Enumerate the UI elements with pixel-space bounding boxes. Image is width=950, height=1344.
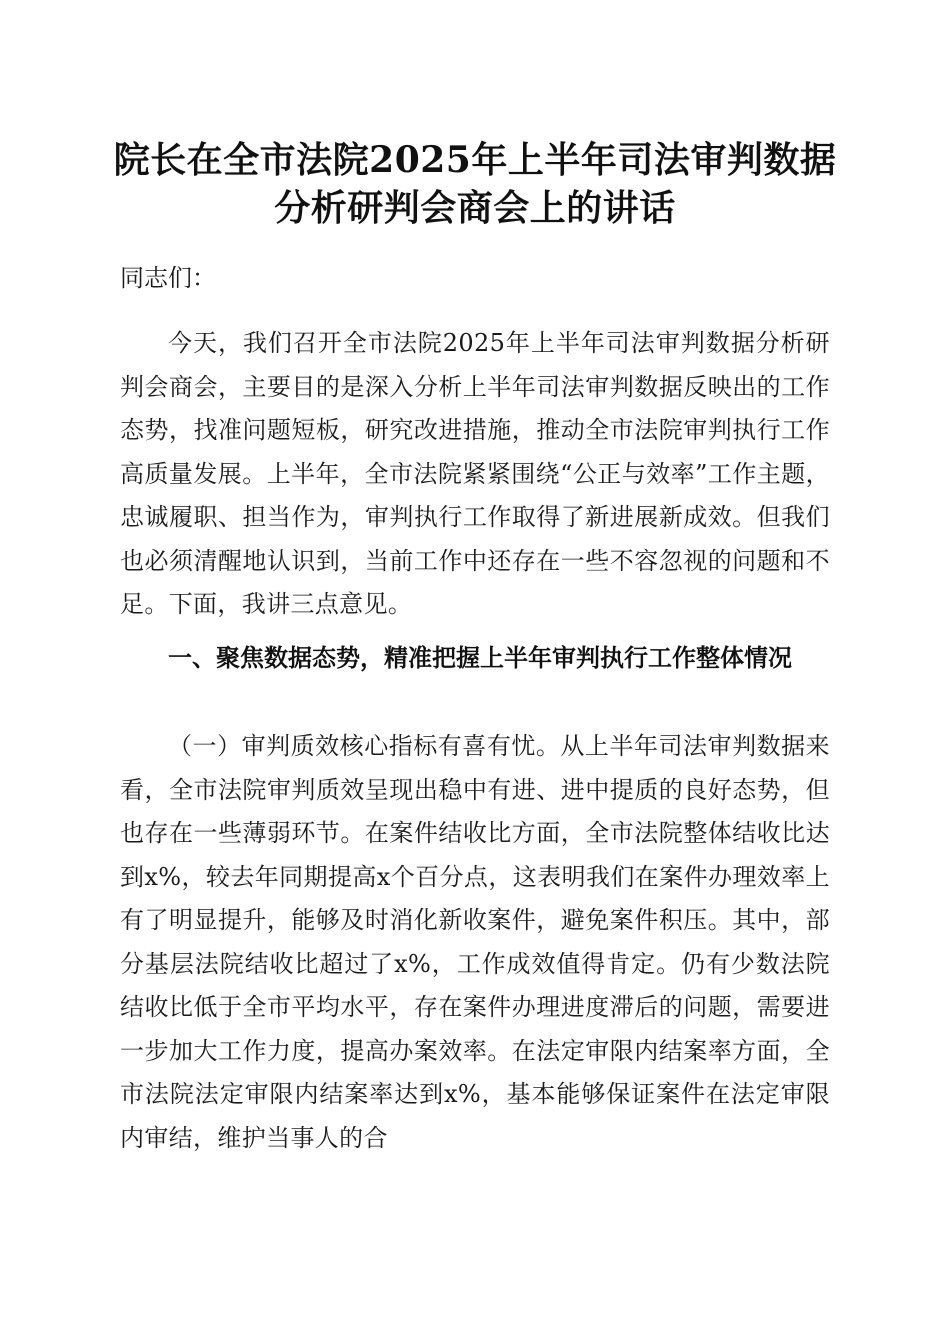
document-title-line-2: 分析研判会商会上的讲话 — [274, 187, 676, 229]
body-paragraph: （一）审判质效核心指标有喜有忧。从上半年司法审判数据来看，全市法院审判质效呈现出稳中有进、进中提质的良好态势，但也存在一些薄弱环节。在案件结收比方面，全市法院整体结收比达到x%，较去年同期提高x个百分点，这表明我们在案件办理效率上有了明显提升，能够及时消化新收案件，避免案件积压。其中，部分基层法院结收比超过了x%，工作成效值得肯定。仍有少数法院结收比低于全市平均水平，存在案件办理进度滞后的问题，需要进一步加大工作力度，提高办案效率。在法定审限内结案率方面，全市法院法定审限内结案率达到x%，基本能够保证案件在法定审限内审结，维护当事人的合 — [120, 732, 830, 1152]
salutation: 同志们： — [120, 264, 216, 292]
section-heading: 一、聚焦数据态势，精准把握上半年审判执行工作整体情况 — [168, 643, 792, 672]
document-title-line-1: 院长在全市法院2025年上半年司法审判数据 — [113, 139, 837, 181]
intro-paragraph: 今天，我们召开全市法院2025年上半年司法审判数据分析研判会商会，主要目的是深入分析上半年司法审判数据反映出的工作态势，找准问题短板，研究改进措施，推动全市法院审判执行工作高质量发展。上半年，全市法院紧紧围绕“公正与效率”工作主题，忠诚履职、担当作为，审判执行工作取得了新进展新成效。但我们也必须清醒地认识到，当前工作中还存在一些不容忽视的问题和不足。下面，我讲三点意见。 — [120, 329, 830, 618]
